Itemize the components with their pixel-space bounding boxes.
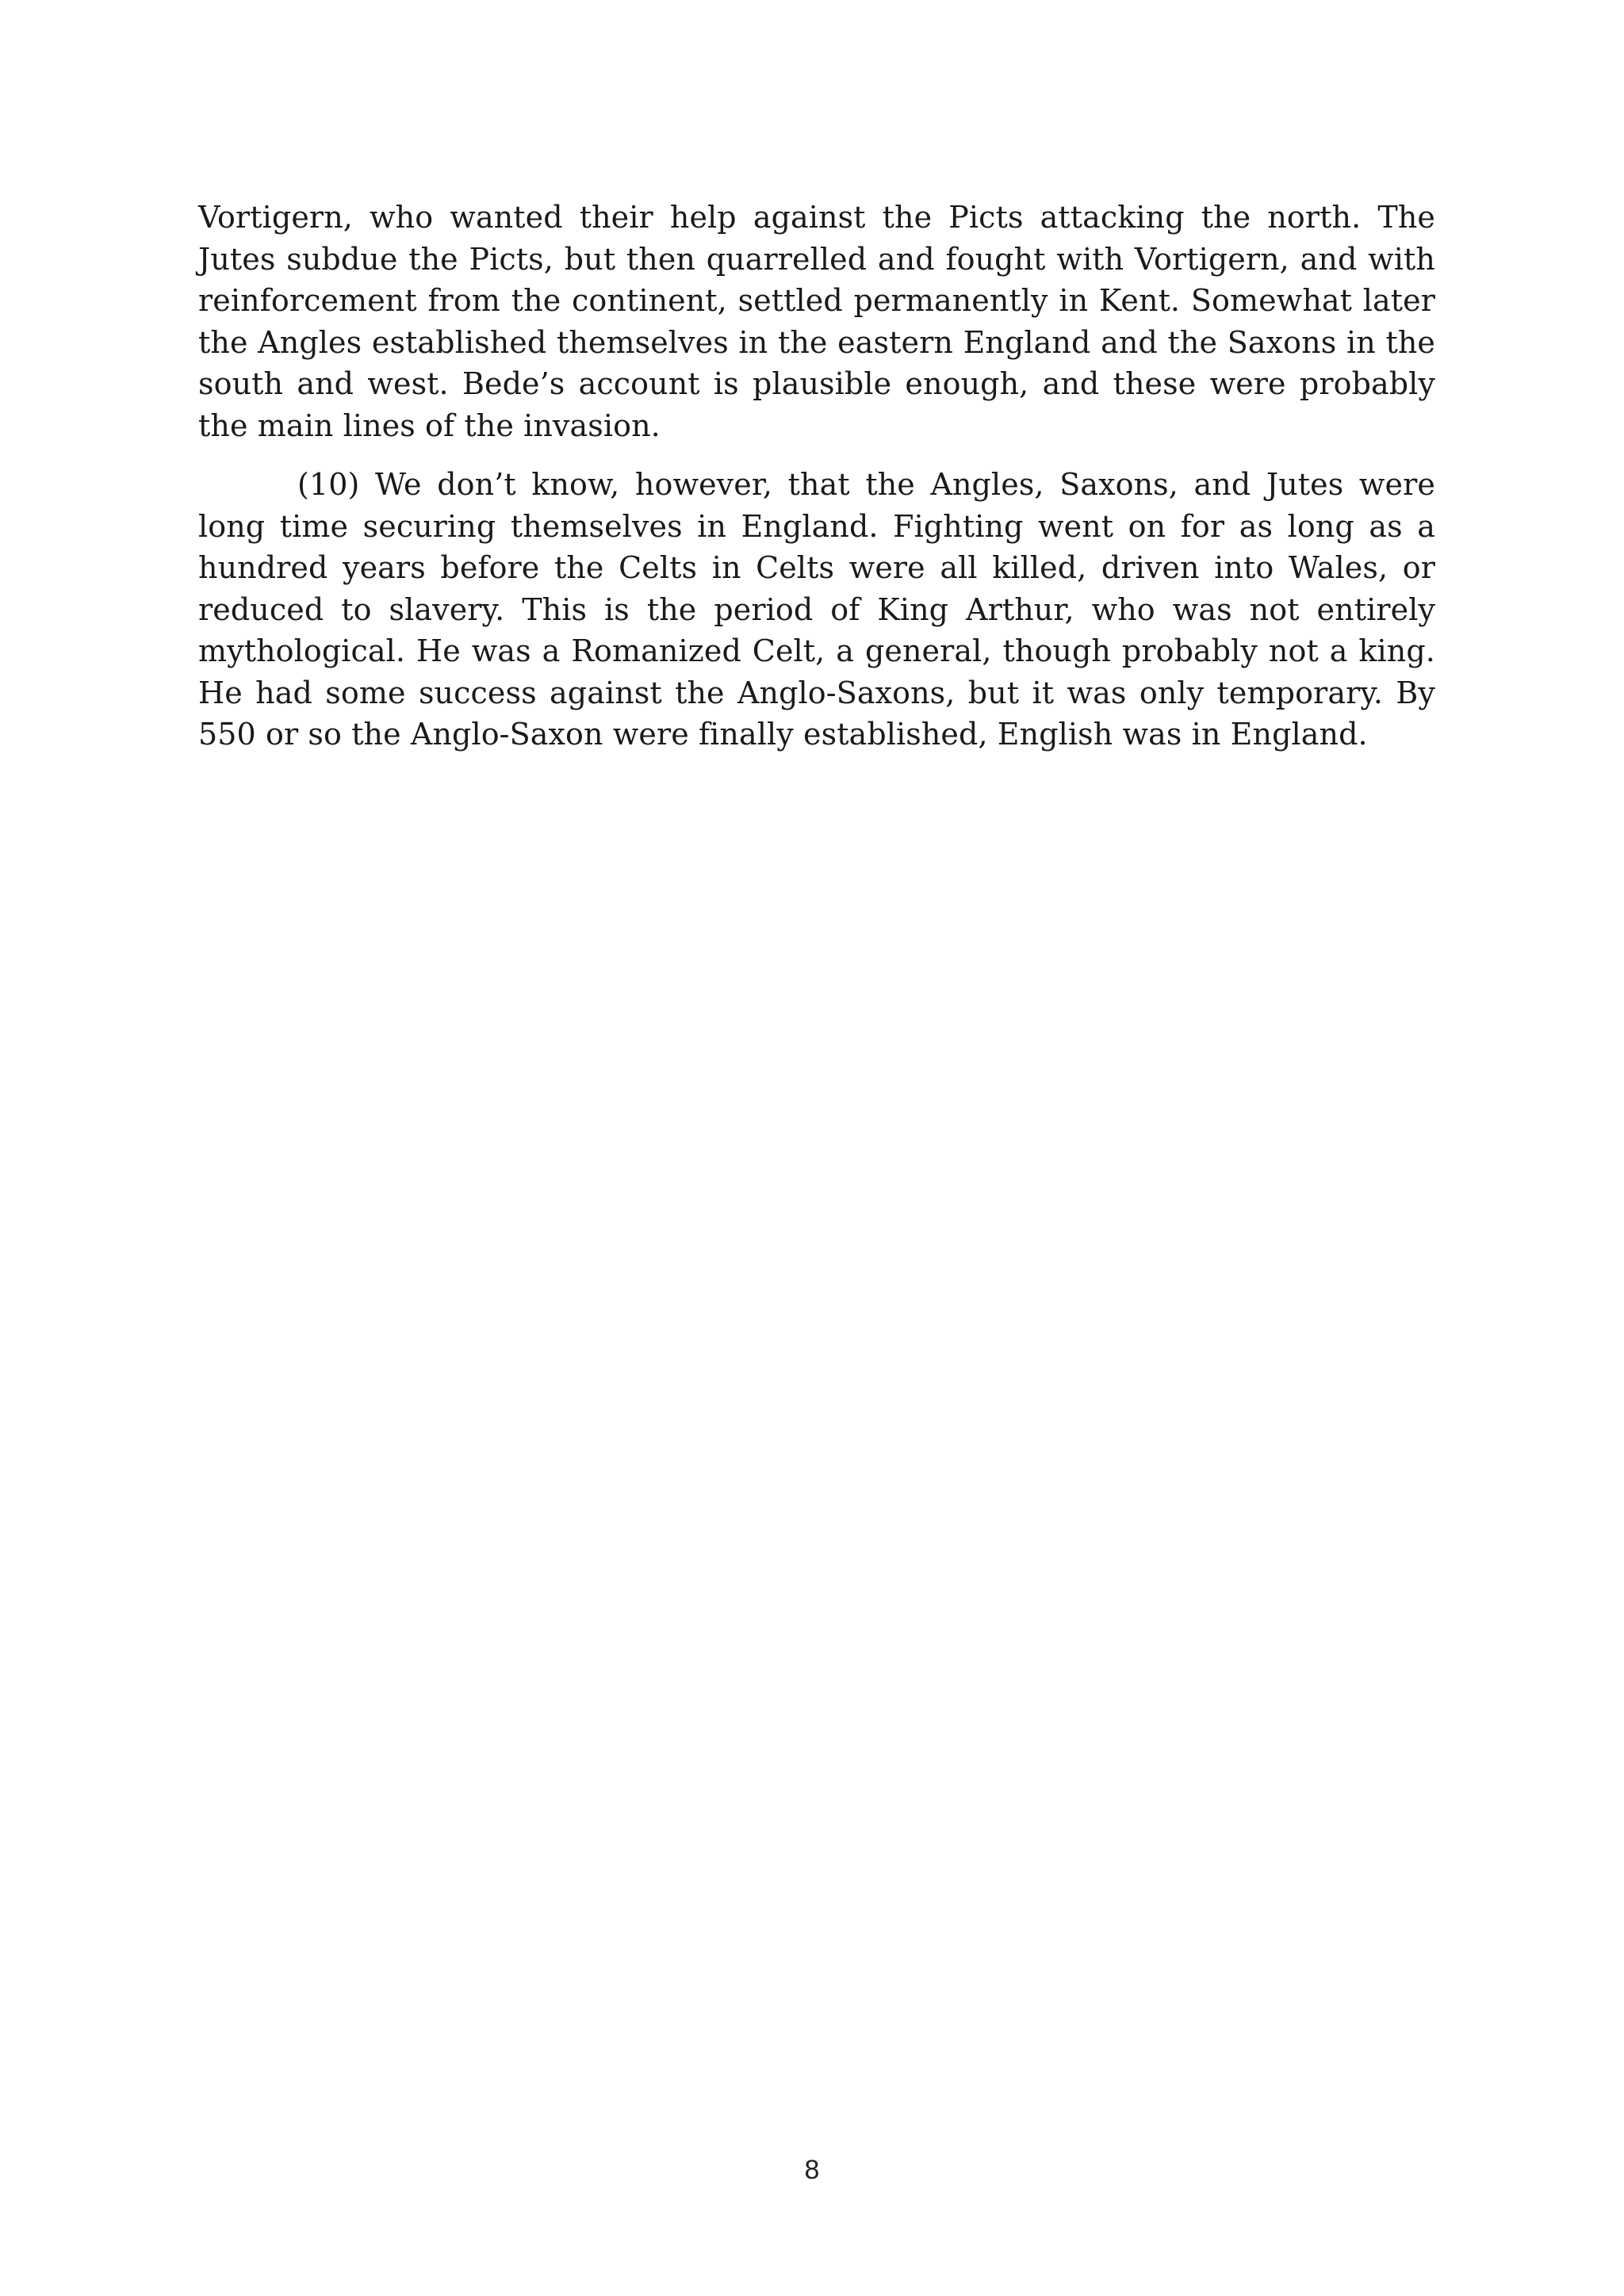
document-page [198,197,1435,773]
page-number: 8 [804,2155,820,2185]
paragraph-10: (10) We don’t know, however, that the Angles, Saxons, and Jutes were long time securing themselves in England. Fighting went on for as long as a hundred years before the Celts in Celts were all killed, driven into Wales, or reduced to slavery. This is the period of King Arthur, who was not entirely mythological. He was a Romanized Celt, a general, though probably not a king. He had some success against the Anglo-Saxons, but it was only temporary. By 550 or so the Anglo-Saxon were finally established, English was in England. [198,467,1435,752]
paragraph-invasion-account: Vortigern, who wanted their help against the Picts attacking the north. The Jutes subdue the Picts, but then quarrelled and fought with Vortigern, and with reinforcement from the continent, settled permanently in Kent. Somewhat later the Angles established themselves in the eastern England and the Saxons in the south and west. Bede’s account is plausible enough, and these were probably the main lines of the invasion. [198,200,1435,443]
